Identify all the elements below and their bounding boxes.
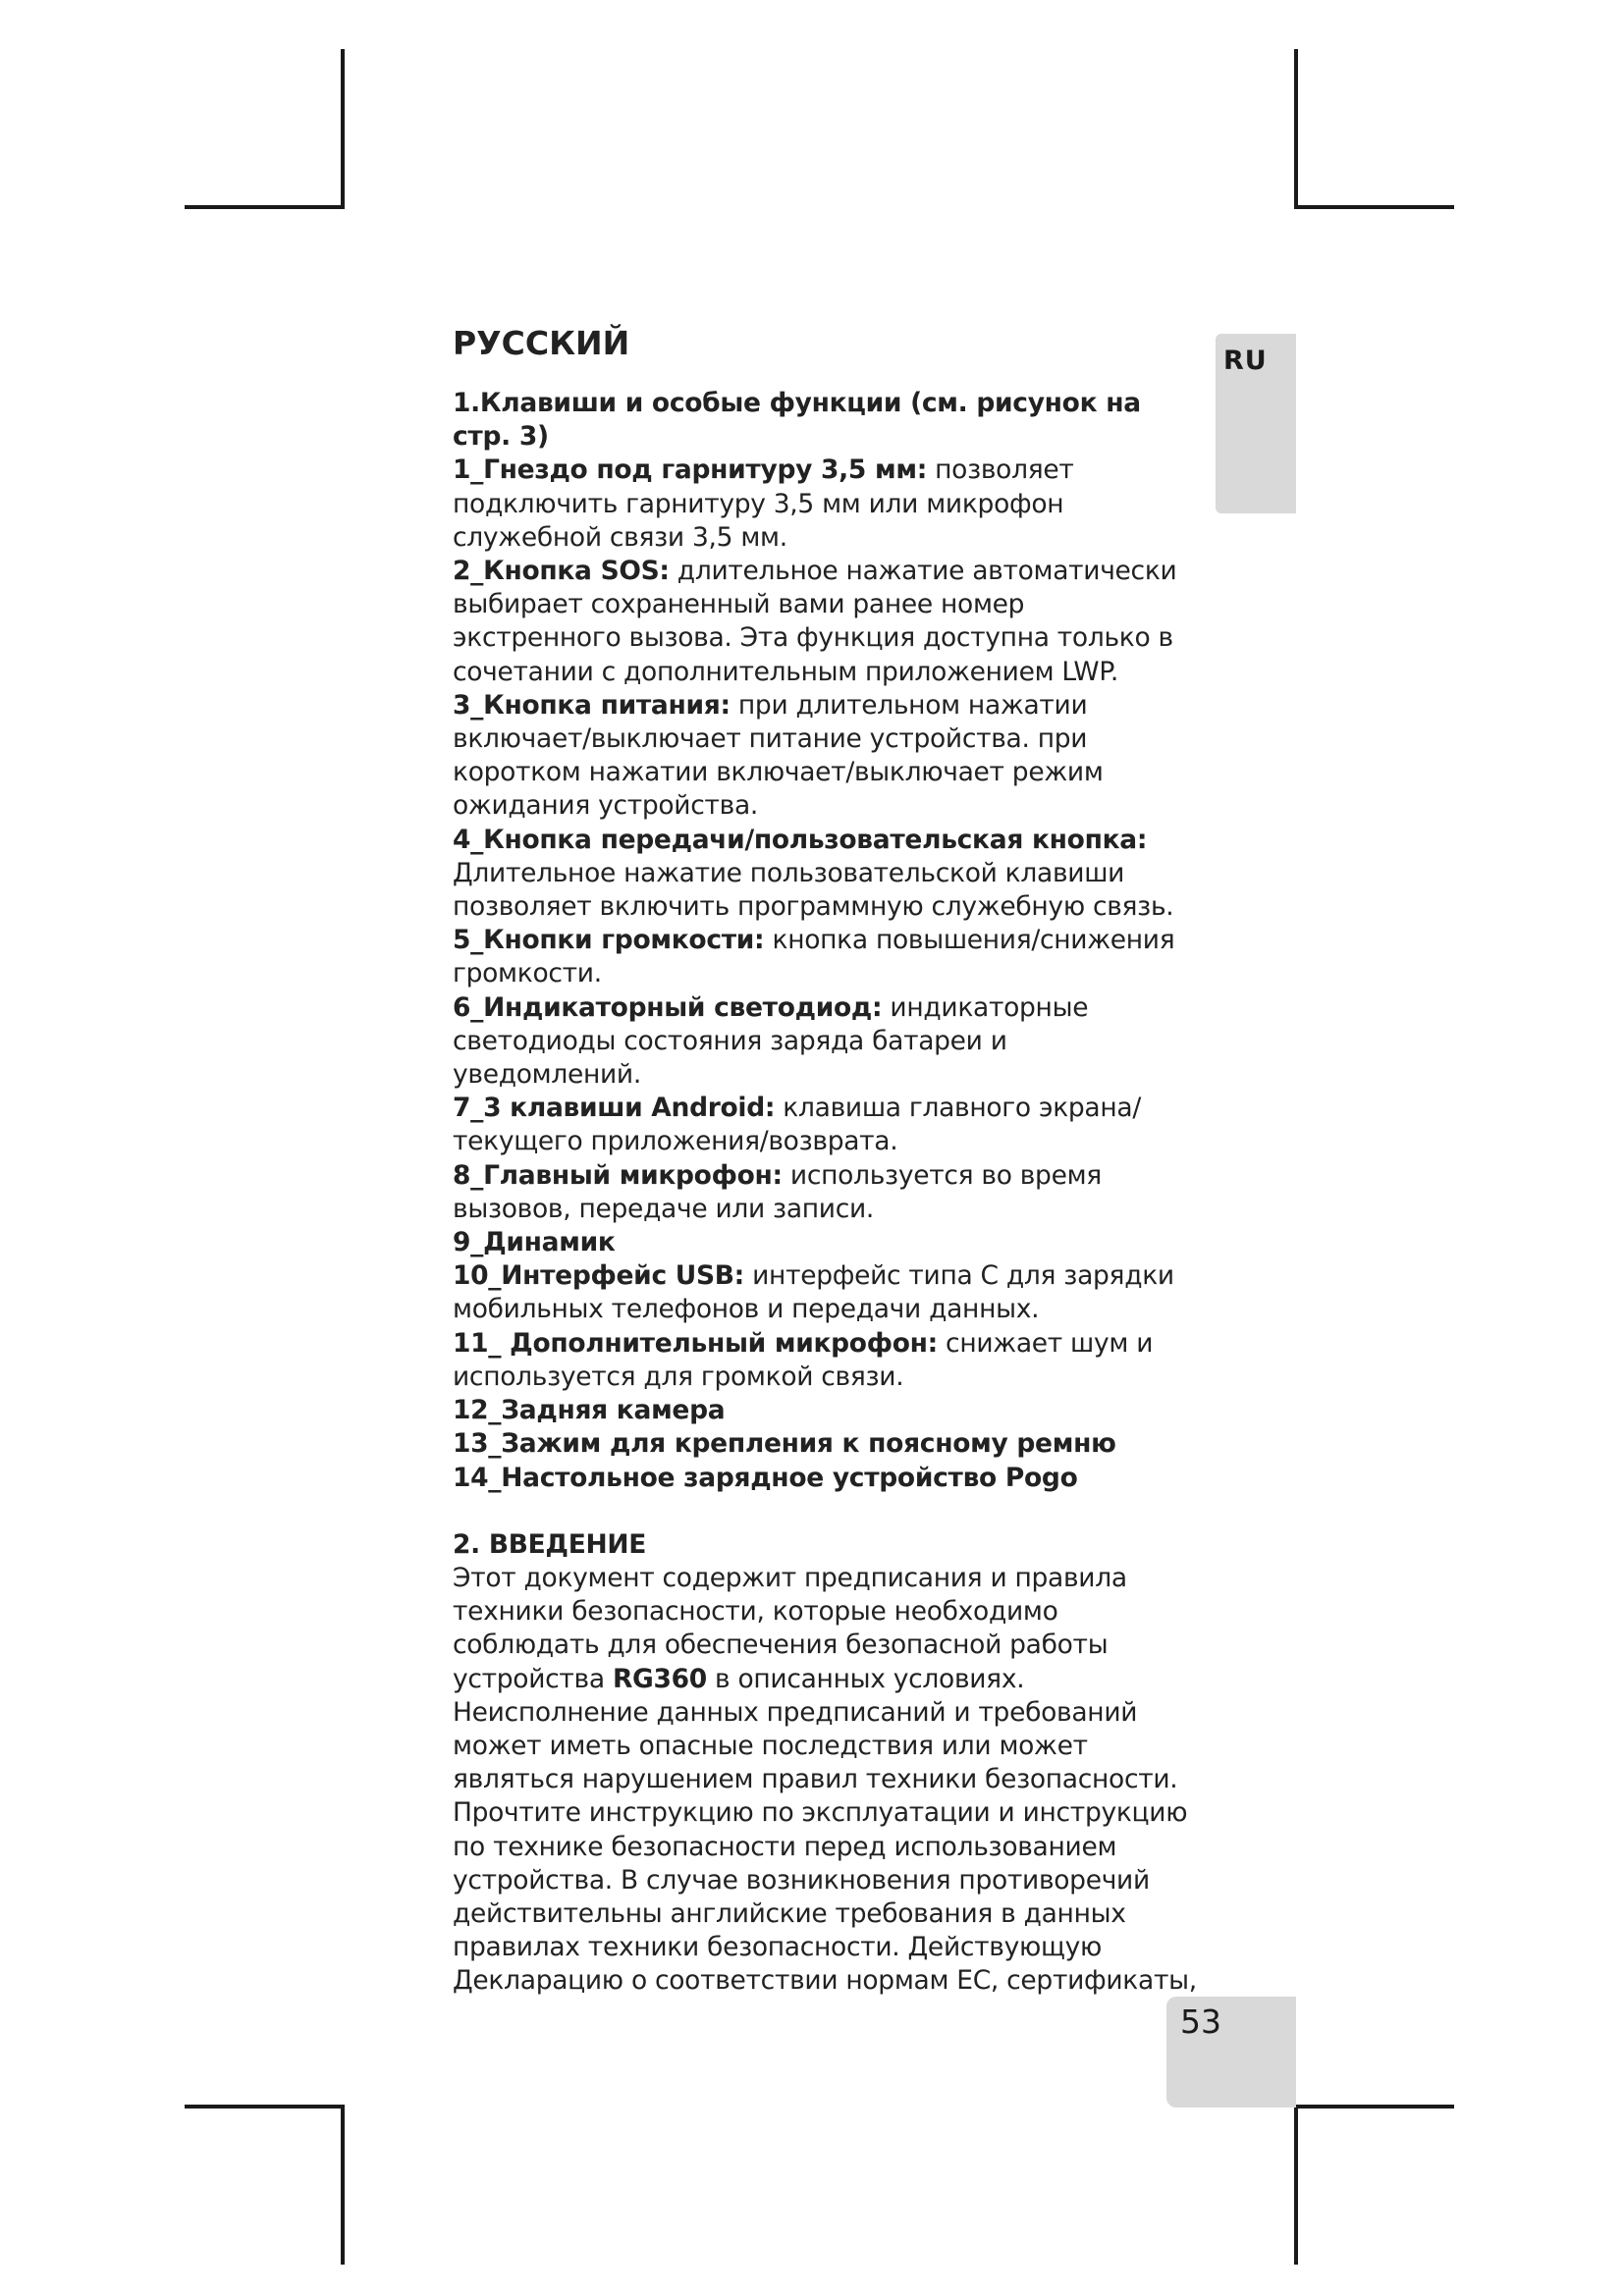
item-text: клавиша главного экрана/ текущего приложения/возврата. [453, 1093, 1141, 1157]
list-item [453, 689, 1199, 824]
list-item [453, 454, 1199, 555]
crop-mark [1294, 2105, 1298, 2265]
item-text: Длительное нажатие пользовательской клавиши позволяет включить программную служебную связь. [453, 857, 1174, 923]
item-text: при длительном нажатии включает/выключает питание устройства. при коротком нажатии включает/выключает режим ожидания устройства. [453, 689, 1104, 822]
list-item [453, 991, 1199, 1093]
list-item [453, 1092, 1199, 1158]
item-label: 14_Настольное зарядное устройство Pogo [453, 1462, 1078, 1493]
item-label: 6_Индикаторный светодиод: [453, 991, 883, 1023]
section-heading-keys: 1.Клавиши и особые функции (см. рисунок на стр. 3) [453, 388, 1141, 453]
item-label: 1_Гнездо под гарнитуру 3,5 мм: [453, 454, 927, 486]
item-label: 4_Кнопка передачи/пользовательская кнопка: [453, 824, 1148, 855]
page-number: 53 [1180, 2002, 1221, 2041]
item-label: 11_ Дополнительный микрофон: [453, 1327, 938, 1359]
item-label: 13_Зажим для крепления к поясному ремню [453, 1428, 1116, 1460]
page-title: РУССКИЙ [453, 324, 630, 362]
item-label: 2_Кнопка SOS: [453, 556, 670, 587]
list-item [453, 1427, 1199, 1461]
list-item [453, 1159, 1199, 1226]
section-spacer [453, 1495, 1199, 1528]
item-text: используется во время вызовов, передаче или записи. [453, 1159, 1102, 1224]
crop-mark [341, 2105, 345, 2265]
item-text: снижает шум и используется для громкой связи. [453, 1327, 1154, 1392]
item-label: 8_Главный микрофон: [453, 1159, 783, 1191]
item-label: 12_Задняя камера [453, 1395, 726, 1426]
list-item [453, 924, 1199, 990]
list-item [453, 824, 1199, 925]
language-code: RU [1223, 346, 1268, 376]
item-text: интерфейс типа C для зарядки мобильных телефонов и передачи данных. [453, 1260, 1174, 1325]
item-text: длительное нажатие автоматически выбирает сохраненный вами ранее номер экстренного вызова. Эта функция доступна только в сочетании с дополнительным приложением LWP. [453, 556, 1177, 687]
list-item [453, 1226, 1199, 1259]
item-label: 10_Интерфейс USB: [453, 1260, 744, 1292]
list-item [453, 1327, 1199, 1394]
crop-mark [1294, 49, 1298, 209]
crop-mark [1294, 2105, 1454, 2109]
introduction-paragraph [453, 1562, 1199, 1999]
item-label: 9_Динамик [453, 1227, 616, 1258]
item-label: 3_Кнопка питания: [453, 689, 731, 721]
section-heading-introduction: 2. ВВЕДЕНИЕ [453, 1528, 647, 1560]
intro-text-before: Этот документ содержит предписания и правила техники безопасности, которые необходимо соблюдать для обеспечения безопасной работы устройства [453, 1562, 1127, 1694]
intro-text-after: в описанных условиях. Неисполнение данных предписаний и требований может иметь опасные последствия или может являться нарушением правил техники безопасности. Прочтите инструкцию по эксплуатации и инструкцию по технике безопасности перед использованием устройства. В случае возникновения противоречий действительны английские требования в данных правилах техники безопасности. Действующую Декларацию о соответствии нормам ЕС, сертификаты, [453, 1663, 1197, 1997]
item-text: позволяет подключить гарнитуру 3,5 мм или микрофон служебной связи 3,5 мм. [453, 454, 1074, 553]
page-number-tab [1166, 1997, 1296, 2108]
document-body [453, 324, 1199, 1999]
item-text: кнопка повышения/снижения громкости. [453, 925, 1175, 989]
item-label: 5_Кнопки громкости: [453, 925, 765, 956]
language-tab [1216, 334, 1296, 513]
crop-mark [1294, 205, 1454, 209]
list-item [453, 1462, 1199, 1495]
list-item [453, 1259, 1199, 1326]
item-label: 7_3 клавиши Android: [453, 1093, 776, 1124]
crop-mark [341, 49, 345, 209]
crop-mark [185, 2105, 345, 2109]
device-model: RG360 [612, 1663, 707, 1694]
list-item [453, 555, 1199, 689]
list-item [453, 1394, 1199, 1427]
item-text: индикаторные светодиоды состояния заряда батареи и уведомлений. [453, 991, 1089, 1091]
crop-mark [185, 205, 345, 209]
